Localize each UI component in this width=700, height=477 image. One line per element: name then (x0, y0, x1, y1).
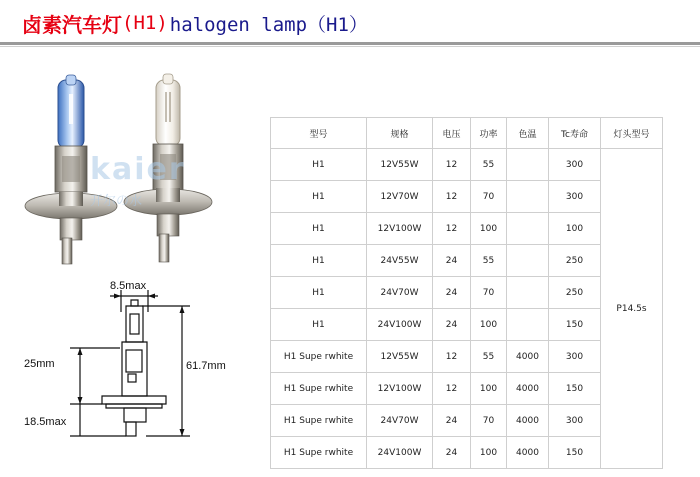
cell-life: 150 (549, 437, 601, 469)
spec-table (270, 117, 663, 469)
cell-power: 70 (471, 181, 507, 213)
cell-color-temp (507, 245, 549, 277)
cell-spec: 24V70W (367, 277, 433, 309)
dim-width-label: 8.5max (110, 280, 147, 292)
cell-color-temp (507, 181, 549, 213)
cell-power: 100 (471, 373, 507, 405)
dim-25mm-label: 25mm (24, 358, 55, 370)
title-english: halogen lamp（H1） (169, 13, 368, 36)
dim-base-label: 18.5max (24, 416, 67, 428)
header-divider (0, 42, 700, 45)
cell-voltage: 24 (433, 405, 471, 437)
header-divider-light (0, 46, 700, 47)
cell-power: 100 (471, 213, 507, 245)
cell-power: 70 (471, 405, 507, 437)
cell-voltage: 12 (433, 149, 471, 181)
cell-life: 300 (549, 181, 601, 213)
cell-color-temp: 4000 (507, 341, 549, 373)
watermark-subtext: 开尔の水 (90, 194, 143, 209)
cell-voltage: 12 (433, 373, 471, 405)
dimension-diagram (10, 278, 250, 468)
table-header-row (271, 118, 663, 149)
cell-model: H1 (271, 245, 367, 277)
cell-spec: 24V55W (367, 245, 433, 277)
cell-socket: P14.5s (601, 149, 663, 469)
cell-life: 150 (549, 309, 601, 341)
bulb-outline-drawing (10, 278, 250, 468)
cell-life: 300 (549, 149, 601, 181)
cell-model: H1 (271, 277, 367, 309)
header-power: 功率 (471, 118, 507, 149)
cell-color-temp (507, 213, 549, 245)
cell-spec: 24V100W (367, 309, 433, 341)
cell-color-temp (507, 149, 549, 181)
cell-power: 55 (471, 149, 507, 181)
cell-power: 55 (471, 341, 507, 373)
dim-total-label: 61.7mm (186, 360, 226, 372)
cell-color-temp: 4000 (507, 405, 549, 437)
cell-model: H1 Supe rwhite (271, 437, 367, 469)
cell-voltage: 12 (433, 213, 471, 245)
cell-life: 300 (549, 405, 601, 437)
cell-color-temp (507, 277, 549, 309)
header-model: 型号 (271, 118, 367, 149)
watermark-logo: kaier (90, 152, 186, 187)
cell-life: 250 (549, 245, 601, 277)
cell-voltage: 24 (433, 245, 471, 277)
product-photo (10, 72, 240, 282)
cell-spec: 12V55W (367, 149, 433, 181)
cell-spec: 12V100W (367, 373, 433, 405)
cell-spec: 12V55W (367, 341, 433, 373)
title-chinese: 卤素汽车灯 (22, 12, 122, 37)
cell-power: 100 (471, 437, 507, 469)
title-code: (H1) (122, 12, 168, 34)
header-color-temp: 色温 (507, 118, 549, 149)
header-spec: 规格 (367, 118, 433, 149)
cell-power: 100 (471, 309, 507, 341)
header-socket: 灯头型号 (601, 118, 663, 149)
page-header (22, 6, 368, 40)
table-row (271, 149, 663, 181)
cell-spec: 24V70W (367, 405, 433, 437)
cell-model: H1 Supe rwhite (271, 341, 367, 373)
cell-model: H1 (271, 309, 367, 341)
cell-spec: 12V100W (367, 213, 433, 245)
header-life: Tc寿命 (549, 118, 601, 149)
cell-voltage: 24 (433, 437, 471, 469)
cell-spec: 24V100W (367, 437, 433, 469)
cell-life: 100 (549, 213, 601, 245)
cell-color-temp (507, 309, 549, 341)
cell-color-temp: 4000 (507, 437, 549, 469)
cell-spec: 12V70W (367, 181, 433, 213)
cell-voltage: 12 (433, 341, 471, 373)
cell-model: H1 (271, 213, 367, 245)
cell-voltage: 24 (433, 309, 471, 341)
cell-voltage: 12 (433, 181, 471, 213)
cell-voltage: 24 (433, 277, 471, 309)
cell-power: 70 (471, 277, 507, 309)
cell-life: 250 (549, 277, 601, 309)
cell-color-temp: 4000 (507, 373, 549, 405)
header-voltage: 电压 (433, 118, 471, 149)
cell-life: 150 (549, 373, 601, 405)
cell-power: 55 (471, 245, 507, 277)
cell-model: H1 Supe rwhite (271, 405, 367, 437)
cell-life: 300 (549, 341, 601, 373)
cell-model: H1 Supe rwhite (271, 373, 367, 405)
cell-model: H1 (271, 181, 367, 213)
cell-model: H1 (271, 149, 367, 181)
